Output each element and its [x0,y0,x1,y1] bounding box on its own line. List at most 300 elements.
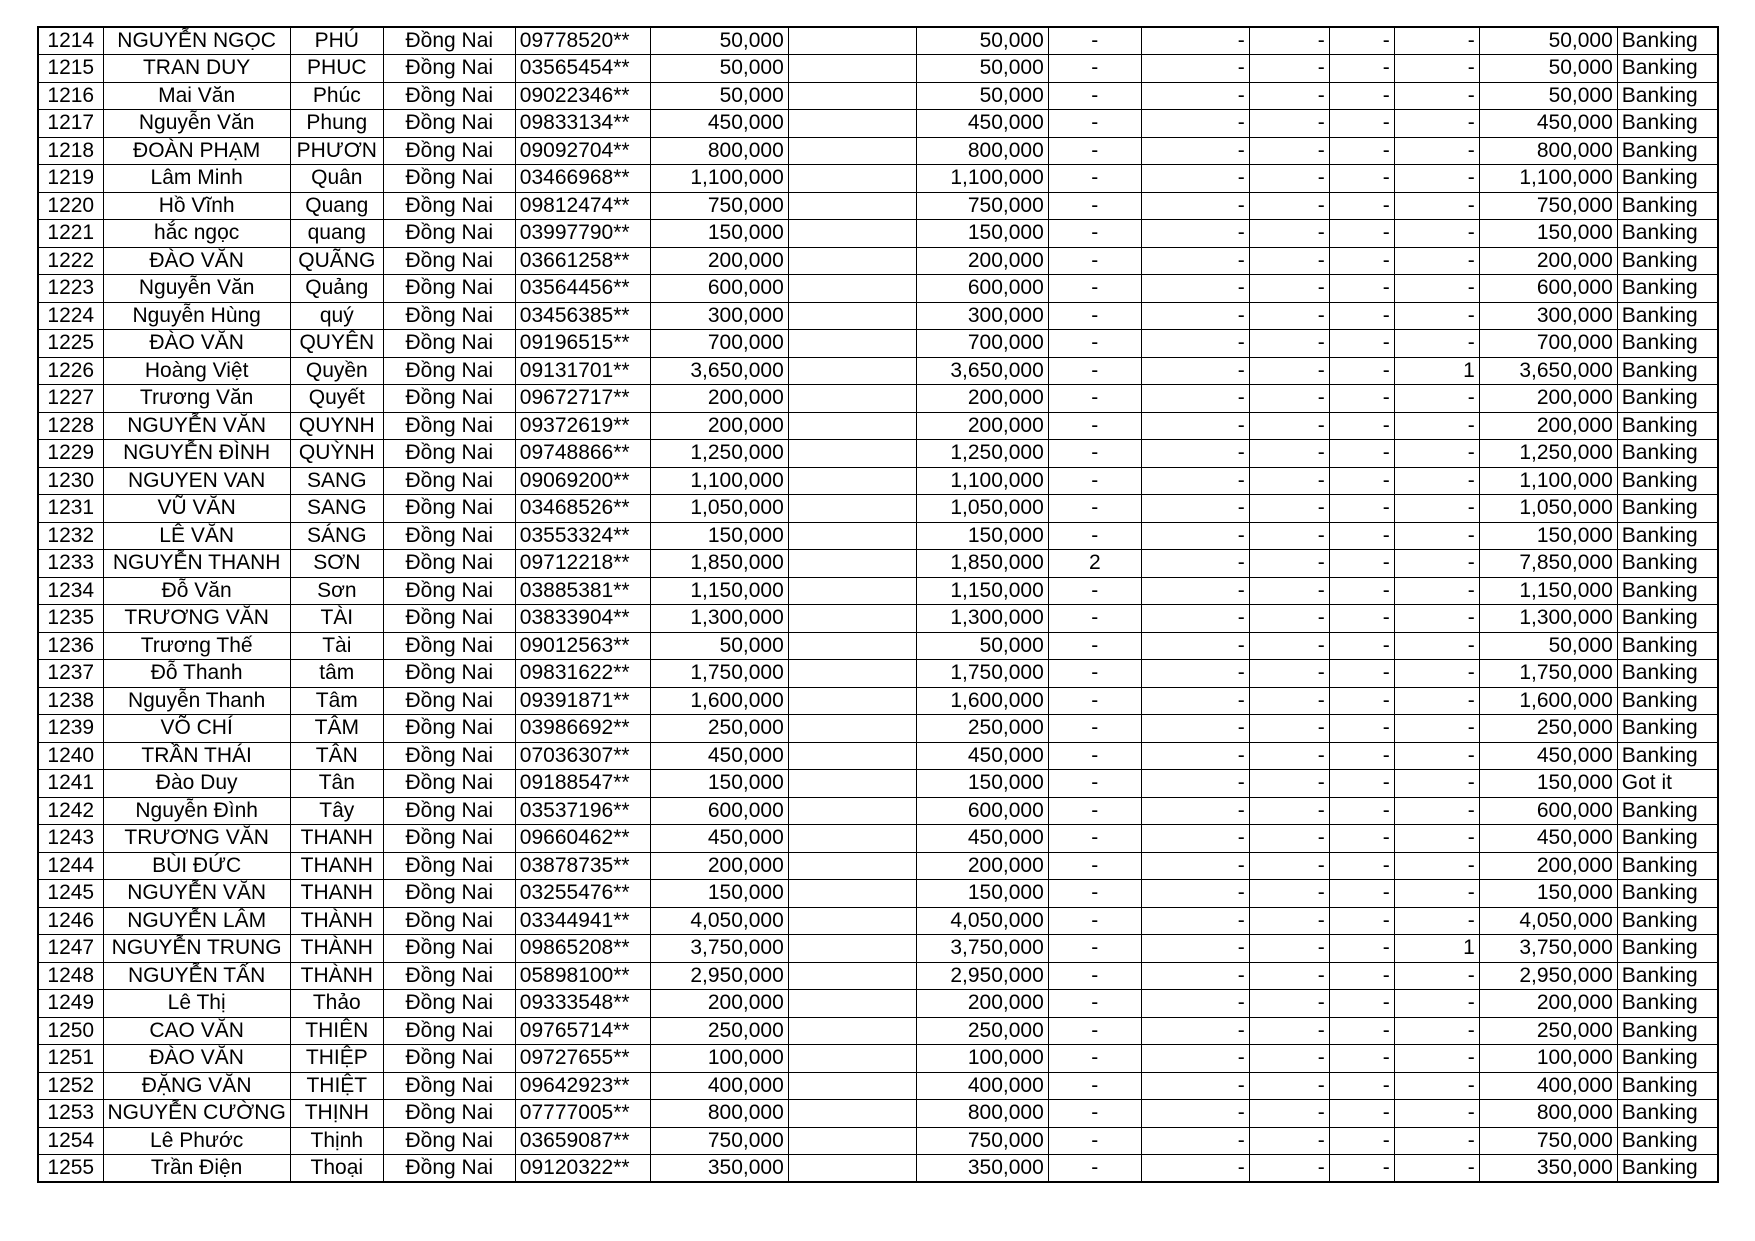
method-cell: Banking [1617,1100,1718,1128]
blank-cell [788,632,916,660]
blank-cell [788,467,916,495]
total-cell: 200,000 [1479,385,1617,413]
total-cell: 450,000 [1479,825,1617,853]
col-13-cell: - [1394,880,1479,908]
col-11-cell: - [1249,55,1329,83]
given-name-cell: TÂM [290,715,383,743]
col-12-cell: - [1329,605,1394,633]
col-11-cell: - [1249,412,1329,440]
col-11-cell: - [1249,825,1329,853]
amount-cell: 750,000 [650,1127,788,1155]
surname-cell: LÊ VĂN [103,522,290,550]
col-10-cell: - [1141,440,1249,468]
count-cell: - [1048,632,1141,660]
col-11-cell: - [1249,1072,1329,1100]
row-number: 1242 [38,797,103,825]
total-cell: 1,750,000 [1479,660,1617,688]
given-name-cell: THANH [290,880,383,908]
surname-cell: Hồ Vĩnh [103,192,290,220]
col-12-cell: - [1329,165,1394,193]
count-cell: 2 [1048,550,1141,578]
surname-cell: VŨ VĂN [103,495,290,523]
row-number: 1227 [38,385,103,413]
subtotal-cell: 200,000 [916,852,1048,880]
surname-cell: Trương Văn [103,385,290,413]
row-number: 1224 [38,302,103,330]
table-row [38,1017,1718,1045]
given-name-cell: Thoại [290,1155,383,1183]
surname-cell: ĐOÀN PHẠM [103,137,290,165]
surname-cell: ĐÀO VĂN [103,1045,290,1073]
phone-cell: 03659087** [515,1127,650,1155]
subtotal-cell: 450,000 [916,742,1048,770]
phone-cell: 03986692** [515,715,650,743]
col-12-cell: - [1329,1045,1394,1073]
col-10-cell: - [1141,275,1249,303]
blank-cell [788,522,916,550]
count-cell: - [1048,852,1141,880]
method-cell: Banking [1617,605,1718,633]
phone-cell: 07777005** [515,1100,650,1128]
blank-cell [788,962,916,990]
count-cell: - [1048,412,1141,440]
surname-cell: NGUYỄN TẤN [103,962,290,990]
given-name-cell: Quang [290,192,383,220]
surname-cell: NGUYỄN VĂN [103,412,290,440]
blank-cell [788,797,916,825]
given-name-cell: Sơn [290,577,383,605]
given-name-cell: TÂN [290,742,383,770]
method-cell: Banking [1617,715,1718,743]
table-row [38,1072,1718,1100]
count-cell: - [1048,1072,1141,1100]
count-cell: - [1048,110,1141,138]
col-13-cell: - [1394,275,1479,303]
row-number: 1230 [38,467,103,495]
phone-cell: 09672717** [515,385,650,413]
table-row [38,742,1718,770]
total-cell: 800,000 [1479,137,1617,165]
total-cell: 150,000 [1479,220,1617,248]
data-table [37,26,1719,1183]
row-number: 1223 [38,275,103,303]
table-row [38,467,1718,495]
row-number: 1244 [38,852,103,880]
total-cell: 4,050,000 [1479,907,1617,935]
count-cell: - [1048,495,1141,523]
total-cell: 800,000 [1479,1100,1617,1128]
total-cell: 250,000 [1479,1017,1617,1045]
col-13-cell: - [1394,907,1479,935]
table-row [38,1100,1718,1128]
blank-cell [788,440,916,468]
col-10-cell: - [1141,495,1249,523]
province-cell: Đồng Nai [383,880,515,908]
method-cell: Banking [1617,1072,1718,1100]
col-12-cell: - [1329,770,1394,798]
amount-cell: 3,650,000 [650,357,788,385]
col-13-cell: - [1394,137,1479,165]
count-cell: - [1048,935,1141,963]
table-row [38,660,1718,688]
method-cell: Banking [1617,990,1718,1018]
blank-cell [788,1127,916,1155]
col-12-cell: - [1329,467,1394,495]
method-cell: Banking [1617,880,1718,908]
phone-cell: 03565454** [515,55,650,83]
col-10-cell: - [1141,357,1249,385]
given-name-cell: Tân [290,770,383,798]
subtotal-cell: 100,000 [916,1045,1048,1073]
total-cell: 150,000 [1479,880,1617,908]
col-10-cell: - [1141,742,1249,770]
province-cell: Đồng Nai [383,770,515,798]
surname-cell: TRƯƠNG VĂN [103,825,290,853]
row-number: 1240 [38,742,103,770]
col-12-cell: - [1329,192,1394,220]
count-cell: - [1048,1127,1141,1155]
col-10-cell: - [1141,687,1249,715]
col-10-cell: - [1141,82,1249,110]
given-name-cell: THIỆP [290,1045,383,1073]
phone-cell: 03466968** [515,165,650,193]
amount-cell: 3,750,000 [650,935,788,963]
col-10-cell: - [1141,715,1249,743]
col-12-cell: - [1329,660,1394,688]
col-13-cell: - [1394,82,1479,110]
total-cell: 450,000 [1479,110,1617,138]
total-cell: 750,000 [1479,192,1617,220]
table-row [38,577,1718,605]
blank-cell [788,165,916,193]
blank-cell [788,1100,916,1128]
phone-cell: 09765714** [515,1017,650,1045]
phone-cell: 09372619** [515,412,650,440]
amount-cell: 150,000 [650,770,788,798]
count-cell: - [1048,880,1141,908]
col-11-cell: - [1249,82,1329,110]
given-name-cell: Tâm [290,687,383,715]
row-number: 1217 [38,110,103,138]
method-cell: Banking [1617,275,1718,303]
row-number: 1248 [38,962,103,990]
phone-cell: 05898100** [515,962,650,990]
surname-cell: Nguyễn Hùng [103,302,290,330]
col-13-cell: 1 [1394,935,1479,963]
province-cell: Đồng Nai [383,990,515,1018]
total-cell: 150,000 [1479,522,1617,550]
method-cell: Banking [1617,962,1718,990]
table-row [38,495,1718,523]
col-12-cell: - [1329,715,1394,743]
row-number: 1225 [38,330,103,358]
phone-cell: 03661258** [515,247,650,275]
province-cell: Đồng Nai [383,852,515,880]
amount-cell: 1,100,000 [650,165,788,193]
col-12-cell: - [1329,935,1394,963]
col-13-cell: - [1394,247,1479,275]
col-13-cell: - [1394,632,1479,660]
method-cell: Banking [1617,522,1718,550]
col-11-cell: - [1249,962,1329,990]
row-number: 1214 [38,27,103,55]
method-cell: Banking [1617,137,1718,165]
col-10-cell: - [1141,385,1249,413]
col-12-cell: - [1329,27,1394,55]
total-cell: 200,000 [1479,852,1617,880]
phone-cell: 09748866** [515,440,650,468]
amount-cell: 450,000 [650,742,788,770]
method-cell: Banking [1617,495,1718,523]
given-name-cell: Phung [290,110,383,138]
given-name-cell: tâm [290,660,383,688]
col-10-cell: - [1141,137,1249,165]
col-11-cell: - [1249,632,1329,660]
table-row [38,935,1718,963]
blank-cell [788,192,916,220]
province-cell: Đồng Nai [383,797,515,825]
col-11-cell: - [1249,852,1329,880]
subtotal-cell: 1,100,000 [916,467,1048,495]
blank-cell [788,247,916,275]
amount-cell: 600,000 [650,275,788,303]
phone-cell: 03456385** [515,302,650,330]
table-row [38,797,1718,825]
count-cell: - [1048,440,1141,468]
given-name-cell: PHƯƠN [290,137,383,165]
surname-cell: hắc ngọc [103,220,290,248]
phone-cell: 09012563** [515,632,650,660]
given-name-cell: QUỲNH [290,440,383,468]
province-cell: Đồng Nai [383,907,515,935]
col-13-cell: - [1394,577,1479,605]
method-cell: Banking [1617,55,1718,83]
blank-cell [788,1155,916,1183]
surname-cell: ĐẶNG VĂN [103,1072,290,1100]
col-12-cell: - [1329,110,1394,138]
amount-cell: 400,000 [650,1072,788,1100]
subtotal-cell: 150,000 [916,220,1048,248]
method-cell: Banking [1617,192,1718,220]
col-13-cell: - [1394,770,1479,798]
row-number: 1226 [38,357,103,385]
table-row [38,220,1718,248]
col-11-cell: - [1249,192,1329,220]
col-13-cell: - [1394,110,1479,138]
col-10-cell: - [1141,1017,1249,1045]
table-row [38,715,1718,743]
col-12-cell: - [1329,907,1394,935]
province-cell: Đồng Nai [383,330,515,358]
surname-cell: NGUYỄN TRUNG [103,935,290,963]
col-11-cell: - [1249,522,1329,550]
col-10-cell: - [1141,1127,1249,1155]
col-12-cell: - [1329,1155,1394,1183]
col-10-cell: - [1141,412,1249,440]
phone-cell: 09865208** [515,935,650,963]
subtotal-cell: 4,050,000 [916,907,1048,935]
province-cell: Đồng Nai [383,687,515,715]
col-11-cell: - [1249,742,1329,770]
amount-cell: 250,000 [650,1017,788,1045]
given-name-cell: TÀI [290,605,383,633]
col-11-cell: - [1249,467,1329,495]
amount-cell: 1,100,000 [650,467,788,495]
province-cell: Đồng Nai [383,495,515,523]
given-name-cell: THIỆT [290,1072,383,1100]
given-name-cell: Quảng [290,275,383,303]
province-cell: Đồng Nai [383,137,515,165]
count-cell: - [1048,742,1141,770]
col-13-cell: 1 [1394,357,1479,385]
col-12-cell: - [1329,412,1394,440]
col-11-cell: - [1249,660,1329,688]
col-11-cell: - [1249,275,1329,303]
blank-cell [788,275,916,303]
subtotal-cell: 200,000 [916,247,1048,275]
count-cell: - [1048,715,1141,743]
col-11-cell: - [1249,1155,1329,1183]
col-11-cell: - [1249,220,1329,248]
method-cell: Banking [1617,1127,1718,1155]
surname-cell: Đào Duy [103,770,290,798]
surname-cell: ĐÀO VĂN [103,330,290,358]
given-name-cell: PHÚ [290,27,383,55]
col-12-cell: - [1329,742,1394,770]
count-cell: - [1048,27,1141,55]
count-cell: - [1048,302,1141,330]
blank-cell [788,577,916,605]
subtotal-cell: 1,300,000 [916,605,1048,633]
subtotal-cell: 200,000 [916,385,1048,413]
amount-cell: 600,000 [650,797,788,825]
blank-cell [788,220,916,248]
table-row [38,385,1718,413]
total-cell: 250,000 [1479,715,1617,743]
amount-cell: 50,000 [650,632,788,660]
method-cell: Banking [1617,220,1718,248]
subtotal-cell: 150,000 [916,522,1048,550]
given-name-cell: quý [290,302,383,330]
table-row [38,550,1718,578]
province-cell: Đồng Nai [383,357,515,385]
amount-cell: 300,000 [650,302,788,330]
amount-cell: 800,000 [650,137,788,165]
col-12-cell: - [1329,82,1394,110]
col-13-cell: - [1394,962,1479,990]
phone-cell: 03833904** [515,605,650,633]
given-name-cell: Quân [290,165,383,193]
given-name-cell: SANG [290,495,383,523]
surname-cell: Mai Văn [103,82,290,110]
province-cell: Đồng Nai [383,220,515,248]
province-cell: Đồng Nai [383,605,515,633]
province-cell: Đồng Nai [383,27,515,55]
phone-cell: 03537196** [515,797,650,825]
col-13-cell: - [1394,550,1479,578]
phone-cell: 03255476** [515,880,650,908]
surname-cell: NGUYỄN CƯỜNG [103,1100,290,1128]
phone-cell: 03878735** [515,852,650,880]
count-cell: - [1048,137,1141,165]
subtotal-cell: 800,000 [916,137,1048,165]
given-name-cell: Tây [290,797,383,825]
province-cell: Đồng Nai [383,275,515,303]
amount-cell: 200,000 [650,247,788,275]
phone-cell: 09831622** [515,660,650,688]
phone-cell: 03468526** [515,495,650,523]
row-number: 1254 [38,1127,103,1155]
province-cell: Đồng Nai [383,1100,515,1128]
phone-cell: 09092704** [515,137,650,165]
blank-cell [788,880,916,908]
blank-cell [788,687,916,715]
subtotal-cell: 700,000 [916,330,1048,358]
col-13-cell: - [1394,495,1479,523]
col-13-cell: - [1394,302,1479,330]
surname-cell: Đỗ Thanh [103,660,290,688]
count-cell: - [1048,165,1141,193]
surname-cell: Hoàng Việt [103,357,290,385]
phone-cell: 03553324** [515,522,650,550]
col-10-cell: - [1141,880,1249,908]
method-cell: Got it [1617,770,1718,798]
subtotal-cell: 1,050,000 [916,495,1048,523]
col-11-cell: - [1249,1100,1329,1128]
col-13-cell: - [1394,990,1479,1018]
given-name-cell: THIÊN [290,1017,383,1045]
row-number: 1255 [38,1155,103,1183]
row-number: 1236 [38,632,103,660]
count-cell: - [1048,1155,1141,1183]
blank-cell [788,715,916,743]
phone-cell: 09833134** [515,110,650,138]
blank-cell [788,302,916,330]
table-row [38,165,1718,193]
province-cell: Đồng Nai [383,302,515,330]
total-cell: 1,100,000 [1479,467,1617,495]
col-12-cell: - [1329,247,1394,275]
table-row [38,440,1718,468]
count-cell: - [1048,1017,1141,1045]
phone-cell: 09131701** [515,357,650,385]
subtotal-cell: 400,000 [916,1072,1048,1100]
phone-cell: 09391871** [515,687,650,715]
count-cell: - [1048,577,1141,605]
col-10-cell: - [1141,247,1249,275]
method-cell: Banking [1617,577,1718,605]
subtotal-cell: 600,000 [916,275,1048,303]
blank-cell [788,137,916,165]
total-cell: 1,600,000 [1479,687,1617,715]
subtotal-cell: 250,000 [916,1017,1048,1045]
given-name-cell: THANH [290,825,383,853]
col-12-cell: - [1329,632,1394,660]
col-12-cell: - [1329,522,1394,550]
subtotal-cell: 350,000 [916,1155,1048,1183]
col-12-cell: - [1329,1017,1394,1045]
blank-cell [788,742,916,770]
method-cell: Banking [1617,330,1718,358]
count-cell: - [1048,385,1141,413]
given-name-cell: Quyết [290,385,383,413]
given-name-cell: SƠN [290,550,383,578]
subtotal-cell: 50,000 [916,27,1048,55]
row-number: 1215 [38,55,103,83]
col-10-cell: - [1141,852,1249,880]
total-cell: 700,000 [1479,330,1617,358]
col-11-cell: - [1249,137,1329,165]
